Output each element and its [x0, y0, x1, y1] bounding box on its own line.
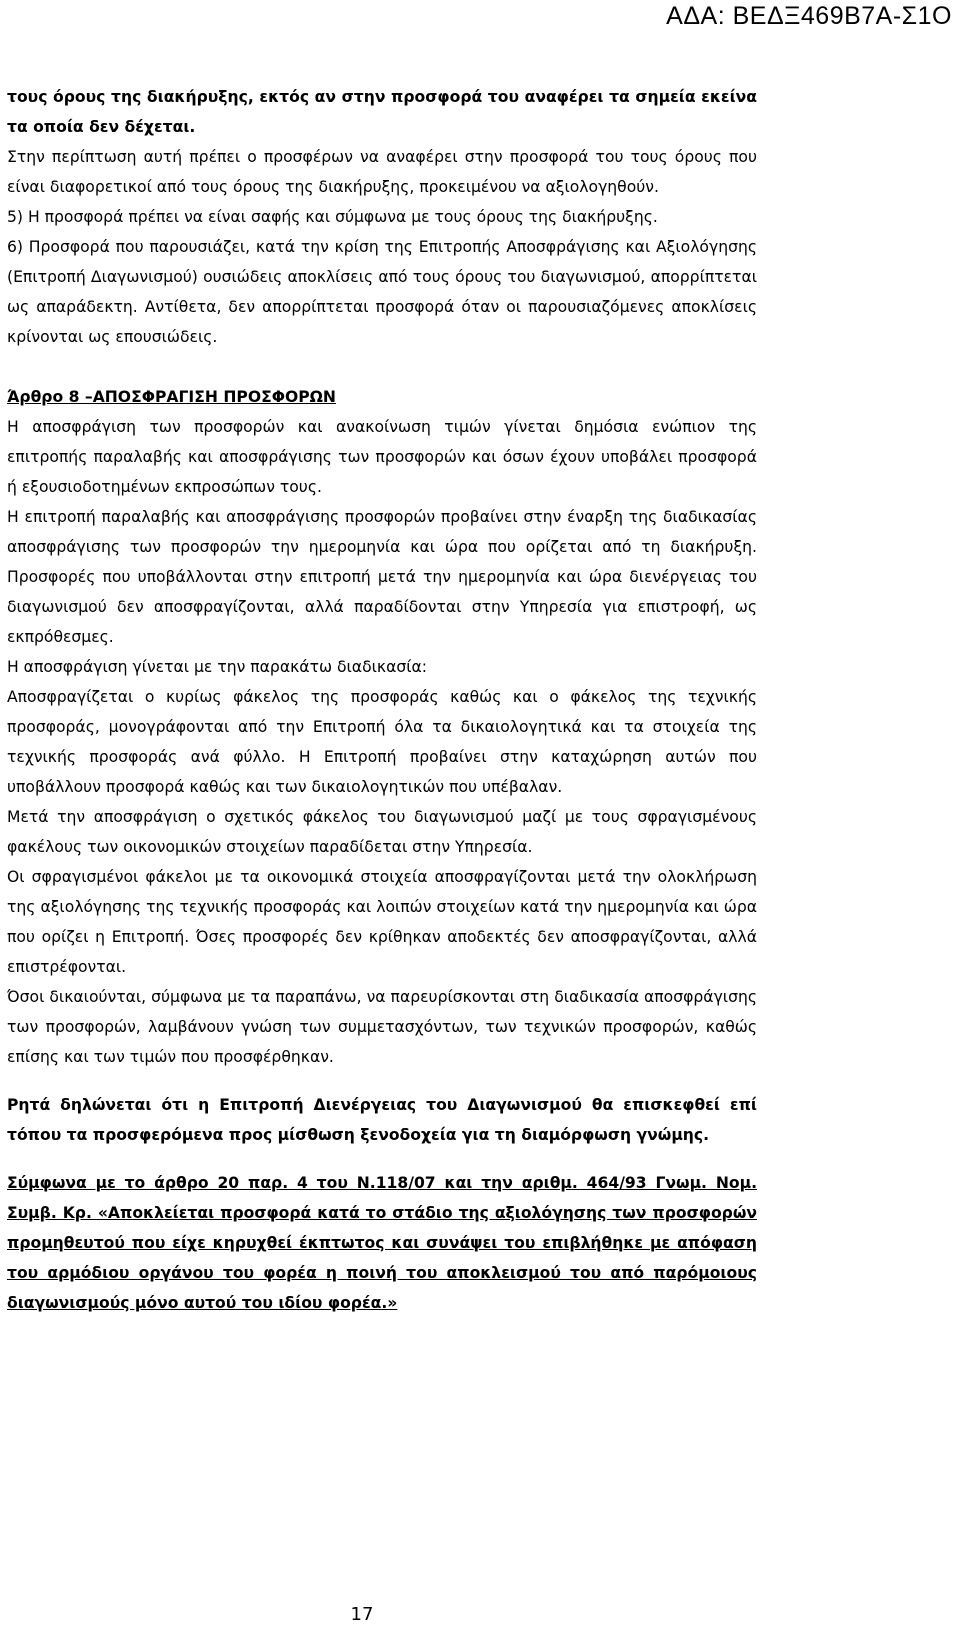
paragraph-deviations: 6) Προσφορά που παρουσιάζει, κατά την κρίση της Επιτροπής Αποσφράγισης και Αξιολόγησης (Επιτροπή Διαγωνισμού) ουσιώδεις αποκλίσεις από τους όρους του διαγωνισμού, απορρίπτεται ως απαράδεκτη. Αντίθετα, δεν απορρίπτεται προσφορά όταν οι παρουσιαζόμενες αποκλίσεις κρίνονται ως επουσιώδεις. [7, 238, 757, 346]
paragraph-public-opening: Η αποσφράγιση των προσφορών και ανακοίνωση τιμών γίνεται δημόσια ενώπιον της επιτροπής παραλαβής και αποσφράγισης των προσφορών και όσων έχουν υποβάλει προσφορά ή εξουσιοδοτημένων εκπροσώπων τους. [7, 418, 757, 496]
paragraph-attendees: Όσοι δικαιούνται, σύμφωνα με τα παραπάνω, να παρευρίσκονται στη διαδικασία αποσφράγισης των προσφορών, λαμβάνουν γνώση των συμμετασχόντων, των τεχνικών προσφορών, καθώς επίσης και των τιμών που προσφέρθηκαν. [7, 988, 757, 1066]
page-number: 17 [350, 1604, 374, 1625]
paragraph-main-envelope: Αποσφραγίζεται ο κυρίως φάκελος της προσφοράς καθώς και ο φάκελος της τεχνικής προσφοράς, μονογράφονται από την Επιτροπή όλα τα δικαιολογητικά και τα στοιχεία της τεχνικής προσφοράς ανά φύλλο. Η Επιτροπή προβαίνει στην καταχώρηση αυτών που υποβάλλουν προσφορά καθώς και των δικαιολογητικών που υπέβαλαν. [7, 688, 757, 796]
document-body [7, 82, 757, 1318]
paragraph-committee-start: Η επιτροπή παραλαβής και αποσφράγισης προσφορών προβαίνει στην έναρξη της διαδικασίας αποσφράγισης των προσφορών την ημερομηνία και ώρα που ορίζεται από τη διακήρυξη. Προσφορές που υποβάλλονται στην επιτροπή μετά την ημερομηνία και ώρα διενέργειας του διαγωνισμού δεν αποσφραγίζονται, αλλά παραδίδονται στην Υπηρεσία για επιστροφή, ως εκπρόθεσμες. [7, 508, 757, 646]
paragraph-procedure-intro: Η αποσφράγιση γίνεται με την παρακάτω διαδικασία: [7, 658, 428, 676]
paragraph-different-terms: Στην περίπτωση αυτή πρέπει ο προσφέρων να αναφέρει στην προσφορά του τους όρους που είναι διαφορετικοί από τους όρους της διακήρυξης, προκειμένου να αξιολογηθούν. [7, 148, 757, 196]
paragraph-site-visit: Ρητά δηλώνεται ότι η Επιτροπή Διενέργειας του Διαγωνισμού θα επισκεφθεί επί τόπου τα προσφερόμενα προς μίσθωση ξενοδοχεία για τη διαμόρφωση γνώμης. [7, 1096, 757, 1144]
paragraph-sealed-financial: Οι σφραγισμένοι φάκελοι με τα οικονομικά στοιχεία αποσφραγίζονται μετά την ολοκλήρωση της αξιολόγησης της τεχνικής προσφοράς και λοιπών στοιχείων κατά την ημερομηνία και ώρα που ορίζει η Επιτροπή. Όσες προσφορές δεν κρίθηκαν αποδεκτές δεν αποσφραγίζονται, αλλά επιστρέφονται. [7, 868, 757, 976]
spacer [7, 352, 757, 382]
paragraph-after-opening: Μετά την αποσφράγιση ο σχετικός φάκελος του διαγωνισμού μαζί με τους σφραγισμένους φακέλους των οικονομικών στοιχείων παραδίδεται στην Υπηρεσία. [7, 808, 757, 856]
paragraph-terms-acceptance: τους όρους της διακήρυξης, εκτός αν στην προσφορά του αναφέρει τα σημεία εκείνα τα οποία δεν δέχεται. [7, 88, 757, 136]
paragraph-legal-exclusion: Σύμφωνα με το άρθρο 20 παρ. 4 του Ν.118/07 και την αριθμ. 464/93 Γνωμ. Νομ. Συμβ. Κρ. «Αποκλείεται προσφορά κατά το στάδιο της αξιολόγησης των προσφορών προμηθευτού που είχε κηρυχθεί έκπτωτος και συνάψει του επιβλήθηκε με απόφαση του αρμόδιου οργάνου του φορέα η ποινή του αποκλεισμού του από παρόμοιους διαγωνισμούς μόνο αυτού του ιδίου φορέα.» [7, 1174, 757, 1312]
spacer [7, 1072, 757, 1090]
spacer [7, 1150, 757, 1168]
document-code: ΑΔΑ: ΒΕΔΞ469Β7Α-Σ1Ο [666, 2, 952, 30]
paragraph-clarity: 5) Η προσφορά πρέπει να είναι σαφής και σύμφωνα με τους όρους της διακήρυξης. [7, 208, 658, 226]
article-heading: Άρθρο 8 –ΑΠΟΣΦΡΑΓΙΣΗ ΠΡΟΣΦΟΡΩΝ [7, 388, 336, 406]
